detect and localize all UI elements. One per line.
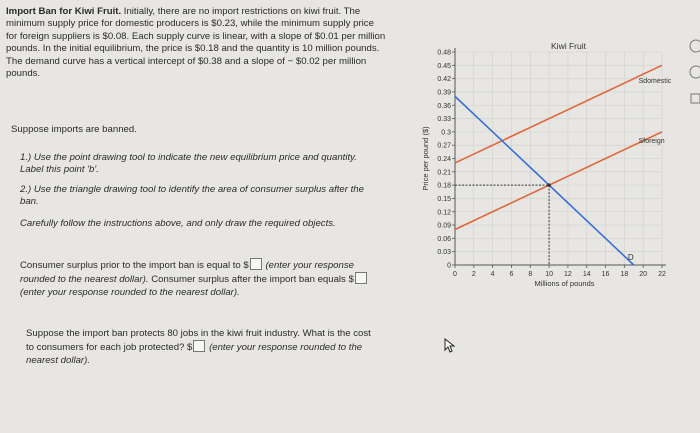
graph-panel xyxy=(398,0,700,428)
series-line-sforeign xyxy=(455,132,662,230)
y-tick-label: 0.12 xyxy=(437,209,451,217)
series-label-sforeign: Sforeign xyxy=(638,137,665,145)
x-tick-label: 10 xyxy=(545,271,553,278)
careful-instruction: Carefully follow the instructions above, and only draw the required objects. xyxy=(20,218,336,229)
step-2-instruction: 2.) Use the triangle drawing tool to identify the area of consumer surplus after the ban. xyxy=(20,184,364,208)
x-tick-label: 14 xyxy=(582,271,591,278)
y-tick-label: 0.48 xyxy=(437,49,451,57)
equilibrium-point xyxy=(547,183,551,187)
y-tick-label: 0.42 xyxy=(437,76,451,84)
y-tick-label: 0.21 xyxy=(437,169,451,177)
y-tick-label: 0.36 xyxy=(437,102,451,110)
y-tick-label: 0.27 xyxy=(437,142,451,150)
y-tick-label: 0 xyxy=(447,262,451,270)
x-tick-label: 16 xyxy=(601,271,610,278)
kiwi-fruit-chart[interactable] xyxy=(398,0,700,428)
y-tick-label: 0.24 xyxy=(437,156,451,163)
cost-per-job-input[interactable] xyxy=(193,340,205,352)
y-tick-label: 0.03 xyxy=(437,249,451,257)
y-tick-label: 0.15 xyxy=(437,195,451,203)
series-line-d xyxy=(455,96,634,265)
point-tool-icon[interactable] xyxy=(690,40,700,52)
problem-intro-text: Initially, there are no import restrictions on kiwi fruit. The minimum supply price for domestic producers is $0.23, while the minimum supply price for foreign suppliers is $0.08. Each supply curve is linear, with a slope of $0.01 per million pounds. In the initial equilibrium, the price is $0.18 and the quantity is 10 million pounds. The demand curve has a vertical intercept of $0.38 and a slope of − $0.02 per million pounds. xyxy=(6,6,386,80)
triangle-tool-icon[interactable] xyxy=(691,94,700,103)
pointer-cursor-icon xyxy=(442,338,456,354)
x-tick-label: 6 xyxy=(509,271,514,278)
x-tick-label: 20 xyxy=(639,271,648,278)
series-label-sdomestic: Sdomestic xyxy=(638,77,672,85)
x-tick-label: 12 xyxy=(564,271,572,278)
x-axis-label: Millions of pounds xyxy=(534,279,595,288)
y-tick-label: 0.45 xyxy=(437,62,451,70)
line-tool-icon[interactable] xyxy=(690,66,700,78)
cs-before-input[interactable] xyxy=(250,258,262,270)
x-tick-label: 4 xyxy=(490,271,495,278)
y-tick-label: 0.3 xyxy=(441,129,451,137)
y-tick-label: 0.39 xyxy=(437,89,451,97)
x-tick-label: 0 xyxy=(453,271,457,278)
y-tick-label: 0.18 xyxy=(437,182,451,190)
x-tick-label: 22 xyxy=(658,271,666,278)
y-tick-label: 0.33 xyxy=(437,116,451,124)
y-tick-label: 0.06 xyxy=(437,235,451,243)
scenario-text: Suppose imports are banned. xyxy=(11,124,137,135)
jobs-cost-question: Suppose the import ban protects 80 jobs in the kiwi fruit industry. What is the cost to consumers for each job protected? $ (enter your response rounded to the nearest dollar). xyxy=(26,328,371,366)
y-tick-label: 0.09 xyxy=(437,222,451,230)
series-label-d: D xyxy=(627,253,634,262)
x-tick-label: 18 xyxy=(620,271,629,278)
consumer-surplus-question: Consumer surplus prior to the import ban is equal to $ (enter your response rounded to the nearest dollar). Consumer surplus after the import ban equals $ (enter your response rounded to the nearest dollar). xyxy=(20,258,370,299)
series-line-sdomestic xyxy=(455,65,662,163)
problem-title: Import Ban for Kiwi Fruit. xyxy=(6,6,122,17)
x-tick-label: 8 xyxy=(528,271,533,278)
y-axis-label: Price per pound ($) xyxy=(421,126,430,191)
problem-intro xyxy=(6,6,386,80)
question-panel xyxy=(6,6,398,424)
step-1-instruction: 1.) Use the point drawing tool to indicate the new equilibrium price and quantity. Label this point 'b'. xyxy=(20,152,357,176)
cs-after-input[interactable] xyxy=(355,272,367,284)
x-tick-label: 2 xyxy=(471,271,476,278)
chart-title: Kiwi Fruit xyxy=(551,41,586,51)
